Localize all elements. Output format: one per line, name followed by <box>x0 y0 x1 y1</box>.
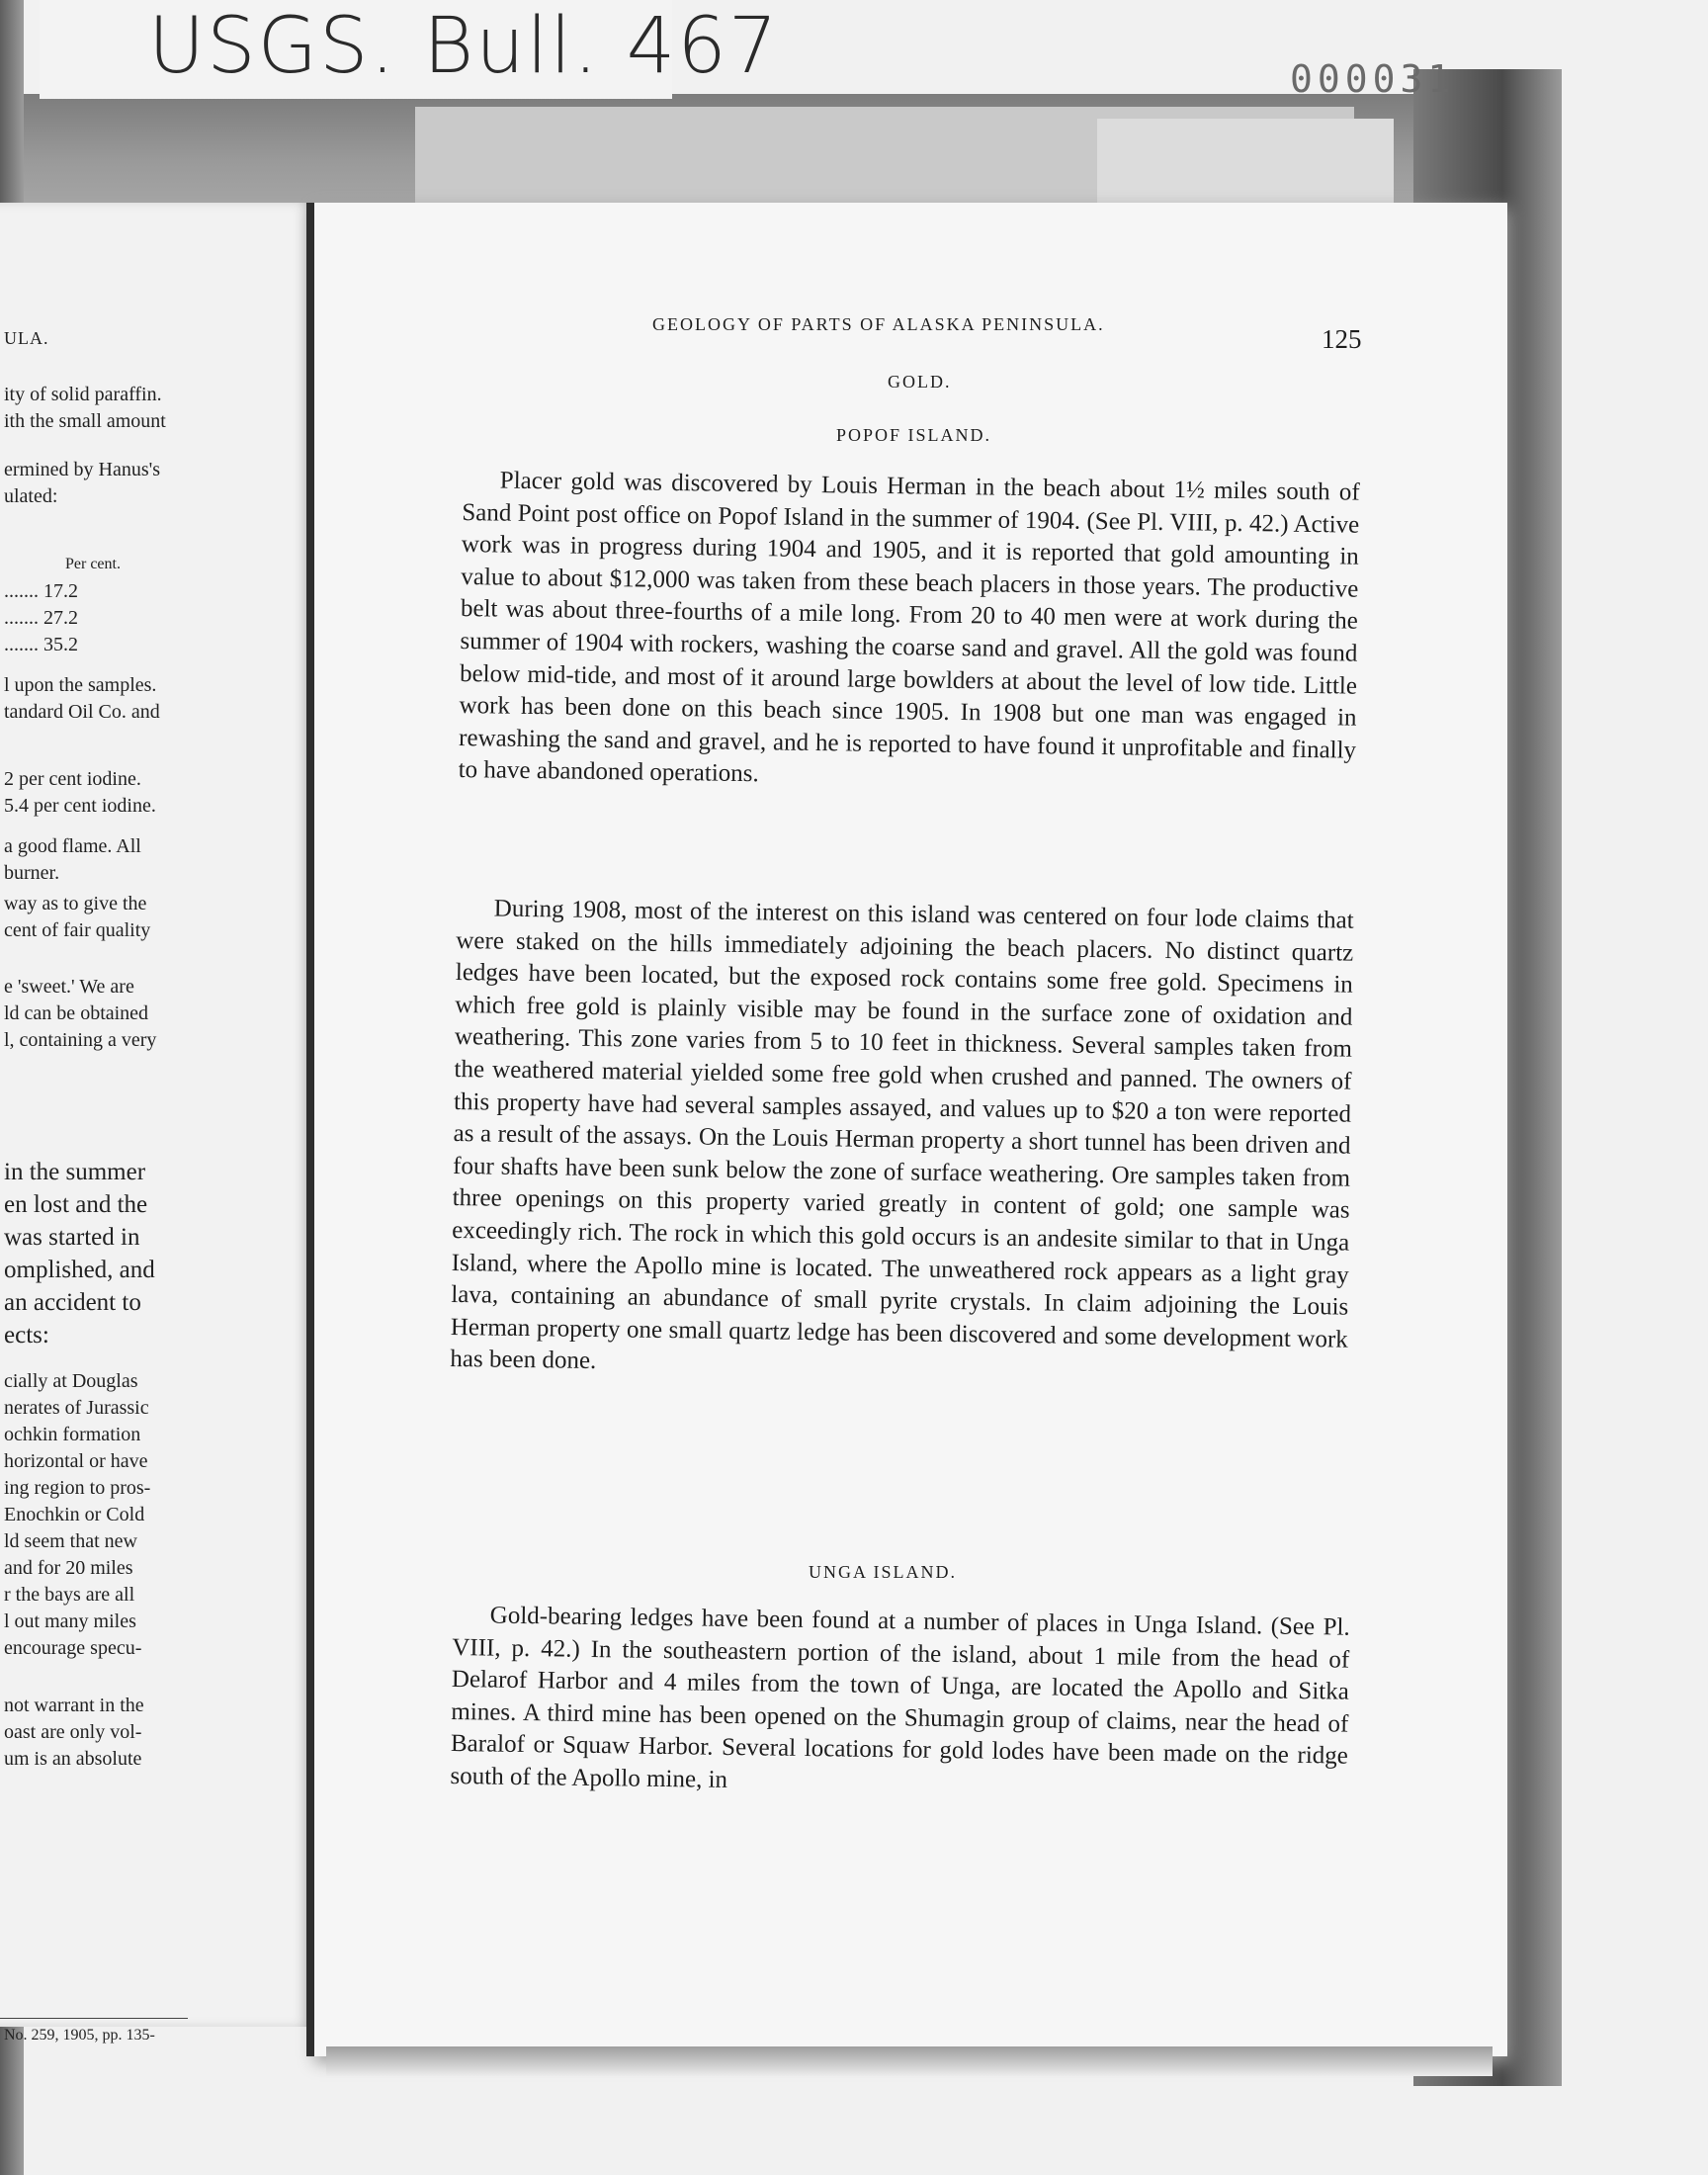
left-page-line: ulated: <box>4 485 58 507</box>
left-page-line: oast are only vol- <box>4 1721 142 1743</box>
left-page-line: ith the small amount <box>4 410 166 432</box>
paragraph-placer-gold <box>458 465 1359 800</box>
left-page-line: en lost and the <box>4 1191 148 1218</box>
left-page-footnote: No. 259, 1905, pp. 135- <box>4 2027 155 2044</box>
left-page-line: l, containing a very <box>4 1029 157 1051</box>
left-page-line: an accident to <box>4 1289 141 1316</box>
left-page-line: Enochkin or Cold <box>4 1504 145 1525</box>
left-page-line: Per cent. <box>65 556 121 572</box>
left-page-line: r the bays are all <box>4 1584 135 1606</box>
stamp-number: 000031 <box>1290 57 1456 101</box>
left-page-line: burner. <box>4 862 60 884</box>
left-page <box>0 203 314 2044</box>
page-number: 125 <box>1322 324 1362 354</box>
left-page-line: way as to give the <box>4 893 147 914</box>
page-bottom-shadow <box>326 2046 1493 2076</box>
left-page-line: ects: <box>4 1322 49 1348</box>
footnote-rule <box>0 2018 188 2019</box>
left-page-line: ....... 27.2 <box>4 607 78 629</box>
heading-popof-island: POPOF ISLAND. <box>836 425 992 445</box>
left-page-line: and for 20 miles <box>4 1557 133 1579</box>
left-page-line: l upon the samples. <box>4 674 157 696</box>
handwritten-label: USGS. Bull. 467 <box>148 2 780 91</box>
left-page-line: um is an absolute <box>4 1748 142 1770</box>
left-page-line: ....... 17.2 <box>4 580 78 602</box>
heading-unga-island: UNGA ISLAND. <box>809 1562 957 1582</box>
left-page-line: encourage specu- <box>4 1637 142 1659</box>
left-page-line: ochkin formation <box>4 1424 141 1445</box>
left-page-line: ity of solid paraffin. <box>4 384 162 405</box>
left-page-line: ld can be obtained <box>4 1002 149 1024</box>
left-page-line: ing region to pros- <box>4 1477 151 1499</box>
left-page-line: omplished, and <box>4 1257 155 1283</box>
left-page-line: ermined by Hanus's <box>4 459 161 480</box>
left-page-line: in the summer <box>4 1159 146 1185</box>
left-page-line: ULA. <box>4 328 49 348</box>
left-page-line: ....... 35.2 <box>4 634 78 655</box>
left-page-line: 2 per cent iodine. <box>4 768 141 790</box>
paragraph-text: Placer gold was discovered by Louis Herman in the beach about 1½ miles south of Sand Point post office on Popof Island in the summer of 1904. (See Pl. VIII, p. 42.) Active work was in progress during 1904 and 1905, and it is reported that gold amounting in value to about $12,000 was taken from these beach placers in those years. The productive belt was about three-fourths of a mile long. From 20 to 40 men were at work during the summer of 1904 with rockers, washing the coarse sand and gravel. All the gold was found below mid-tide, and most of it around large bowlders at about the level of low tide. Little work has been done on this beach since 1905. In 1908 but one man was engaged in rewashing the sand and gravel, and he is reported to have found it unprofitable and finally to have abandoned operations. <box>458 467 1360 788</box>
left-page-line: not warrant in the <box>4 1695 144 1716</box>
left-page-line: was started in <box>4 1224 140 1251</box>
left-page-line: l out many miles <box>4 1610 136 1632</box>
main-page-edge <box>306 203 314 2056</box>
left-page-line: cially at Douglas <box>4 1370 138 1392</box>
left-page-line: nerates of Jurassic <box>4 1397 149 1419</box>
heading-gold: GOLD. <box>888 372 952 392</box>
left-page-line: a good flame. All <box>4 835 141 857</box>
left-page-line: horizontal or have <box>4 1450 148 1472</box>
paragraph-text: During 1908, most of the interest on this island was centered on four lode claims that were staked on the hills immediately adjoining the beach placers. No distinct quartz ledges have been located, but the exposed rock contains some free gold. Specimens in which free gold is plainly visible may be found in the surface zone of oxidation and weathering. This zone varies from 5 to 10 feet in thickness. Several samples taken from the weathered material yielded some free gold when crushed and panned. The owners of this property have had several samples assayed, and values up to $20 a ton were reported as a result of the assays. On the Louis Herman property a short tunnel has been driven and four shafts have been sunk below the zone of surface weathering. Ore samples taken from three openings on this property varied greatly in content of gold; one sample was exceedingly rich. The rock in which this gold occurs is an andesite similar to that in Unga Island, where the Apollo mine is located. The unweathered rock appears as a light gray lava, containing an abundance of small pyrite crystals. In claim adjoining the Louis Herman property one small quartz ledge has been discovered and some development work has been done. <box>450 895 1354 1375</box>
running-head: GEOLOGY OF PARTS OF ALASKA PENINSULA. <box>652 314 1105 334</box>
left-page-line: cent of fair quality <box>4 919 151 941</box>
paragraph-lode-claims <box>450 893 1354 1389</box>
left-page-line: tandard Oil Co. and <box>4 701 160 723</box>
left-page-line: e 'sweet.' We are <box>4 976 134 998</box>
paragraph-unga-ledges <box>450 1600 1350 1805</box>
left-page-line: ld seem that new <box>4 1530 137 1552</box>
left-page-line: 5.4 per cent iodine. <box>4 795 156 817</box>
paragraph-text: Gold-bearing ledges have been found at a number of places in Unga Island. (See Pl. VIII, p. 42.) In the southeastern portion of the island, about 1 mile from the head of Delarof Harbor and 4 miles from the town of Unga, are located the Apollo and Sitka mines. A third mine has been opened on the Shumagin group of claims, near the head of Baralof or Squaw Harbor. Several locations for gold lodes have been made on the ridge south of the Apollo mine, in <box>450 1602 1350 1793</box>
